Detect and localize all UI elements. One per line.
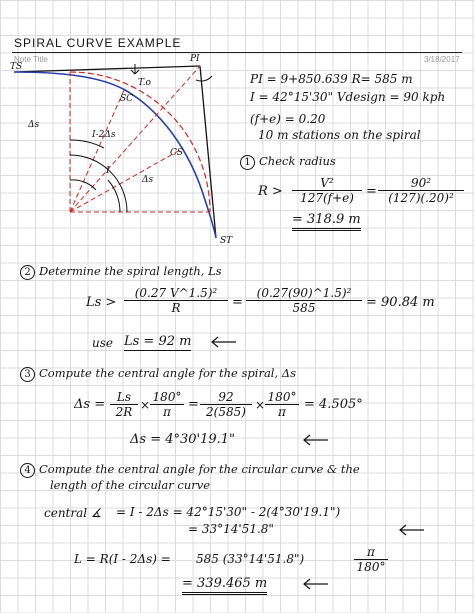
step2-frac2-num: (0.27(90)^1.5)² bbox=[246, 286, 362, 301]
label-sc: SC bbox=[120, 94, 134, 104]
given-line-4: 10 m stations on the spiral bbox=[258, 128, 421, 142]
step2-lhs: Ls > bbox=[86, 295, 117, 310]
step3-lhs: Δs = bbox=[74, 397, 106, 412]
step4-length-expr: 585 (33°14'51.8") bbox=[196, 552, 305, 566]
step4-arrow-icon-2 bbox=[300, 578, 330, 590]
step4-number: 4 bbox=[20, 463, 35, 478]
step4-central-eq: = I - 2Δs = 42°15'30" - 2(4°30'19.1") bbox=[116, 505, 341, 519]
step1-frac2-num: 90² bbox=[378, 176, 464, 191]
label-pi: PI bbox=[190, 54, 200, 64]
given-line-1: PI = 9+850.639 R= 585 m bbox=[250, 72, 413, 86]
step3-frac-b-num: 180° bbox=[150, 390, 184, 405]
label-i: I bbox=[106, 166, 110, 176]
step2-title: Determine the spiral length, Ls bbox=[39, 264, 222, 278]
step2-use-value: Ls = 92 m bbox=[124, 334, 192, 349]
step3-frac-a-num: Ls bbox=[110, 390, 138, 405]
step3-eq-1: = bbox=[188, 397, 199, 412]
step1-frac1-den: 127(f+e) bbox=[300, 191, 354, 205]
step4-length-fraction bbox=[354, 545, 388, 574]
note-subtitle: Note Title bbox=[14, 55, 48, 64]
step3-heading bbox=[20, 366, 296, 382]
step4-central-label: central ∡ bbox=[44, 506, 102, 520]
step3-frac-b-den: π bbox=[163, 405, 171, 419]
step3-frac-c bbox=[200, 390, 252, 419]
step3-times-1: × bbox=[140, 398, 151, 412]
step1-title: Check radius bbox=[259, 154, 336, 168]
step1-fraction-2 bbox=[378, 176, 464, 205]
step2-number: 2 bbox=[20, 265, 35, 280]
step1-result: = 318.9 m bbox=[292, 212, 361, 231]
step3-result: = 4.505° bbox=[304, 397, 363, 412]
step4-length-result: = 339.465 m bbox=[182, 576, 267, 595]
step2-fraction-1 bbox=[124, 286, 228, 315]
step4-length-frac-den: 180° bbox=[356, 560, 386, 574]
step3-times-2: × bbox=[255, 398, 266, 412]
step2-fraction-2 bbox=[246, 286, 362, 315]
step4-length-frac-num: π bbox=[354, 545, 388, 560]
step1-number: 1 bbox=[240, 155, 255, 170]
label-delta-s-left: Δs bbox=[28, 120, 40, 130]
step4-arrow-icon-1 bbox=[396, 524, 426, 536]
step1-heading bbox=[240, 154, 336, 170]
step3-frac-c-den: 2(585) bbox=[206, 405, 246, 419]
step2-heading bbox=[20, 264, 222, 280]
step2-use-label: use bbox=[92, 336, 113, 350]
step3-frac-b bbox=[150, 390, 184, 419]
step4-length-lhs: L = R(I - 2Δs) = bbox=[74, 552, 171, 566]
step3-frac-d-den: π bbox=[278, 405, 286, 419]
step2-frac1-den: R bbox=[171, 301, 181, 315]
step2-arrow-icon bbox=[208, 336, 238, 348]
step4-title-line-2: length of the circular curve bbox=[50, 478, 211, 492]
step1-frac1-num: V² bbox=[292, 176, 362, 191]
step4-central-result: = 33°14'51.8" bbox=[188, 522, 274, 536]
note-title: SPIRAL CURVE EXAMPLE bbox=[14, 36, 182, 50]
label-ts: TS bbox=[10, 62, 23, 72]
step1-frac2-den: (127)(.20)² bbox=[388, 191, 454, 205]
step1-eq: = bbox=[366, 184, 377, 199]
step4-heading bbox=[20, 462, 360, 478]
step3-title: Compute the central angle for the spiral, Δs bbox=[39, 366, 297, 380]
label-i-minus-2ds: I-2Δs bbox=[92, 130, 116, 140]
given-line-3: (f+e) = 0.20 bbox=[250, 112, 326, 126]
label-st: ST bbox=[220, 236, 233, 246]
step2-frac1-num: (0.27 V^1.5)² bbox=[124, 286, 228, 301]
label-delta-s-right: Δs bbox=[142, 175, 154, 185]
step2-result: = 90.84 m bbox=[366, 295, 435, 310]
step3-frac-a-den: 2R bbox=[115, 405, 133, 419]
step3-frac-c-num: 92 bbox=[200, 390, 252, 405]
step3-arrow-icon bbox=[300, 434, 330, 446]
step3-frac-d bbox=[265, 390, 299, 419]
step2-frac2-den: 585 bbox=[292, 301, 316, 315]
step3-number: 3 bbox=[20, 367, 35, 382]
step3-frac-a bbox=[110, 390, 138, 419]
step1-lhs: R > bbox=[258, 184, 283, 199]
step3-frac-d-num: 180° bbox=[265, 390, 299, 405]
step4-title-line-1: Compute the central angle for the circular curve & the bbox=[39, 462, 360, 476]
step2-eq: = bbox=[232, 295, 243, 310]
step1-fraction-1 bbox=[292, 176, 362, 205]
label-t0: T.o bbox=[138, 78, 151, 88]
label-cs: CS bbox=[170, 148, 184, 158]
note-date: 3/18/2017 bbox=[424, 55, 460, 64]
step3-final: Δs = 4°30'19.1" bbox=[130, 432, 236, 447]
given-line-2: I = 42°15'30" Vdesign = 90 kph bbox=[250, 90, 446, 104]
